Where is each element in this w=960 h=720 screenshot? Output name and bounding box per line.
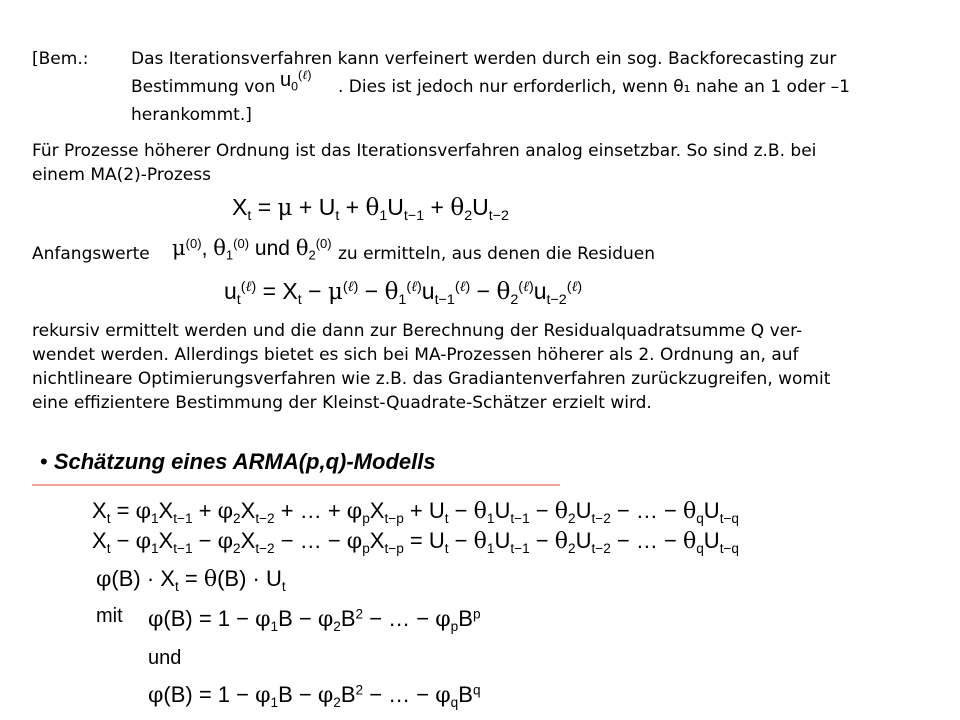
formula-ma2: $X_t = \mu + U_t + \theta_1U_{t-1} + \theta_2U_{t-2}$: [232, 194, 509, 224]
und-label: und: [148, 647, 182, 669]
section-heading-text: Schätzung eines ARMA(p,q)-Modells: [53, 449, 436, 474]
formula-arma-2: $X_t - \varphi_1X_{t-1} - \varphi_2X_{t-2}$ − … − $\varphi_pX_{t-p} = U_t - \theta_1U_{t-1} - \theta_2U_{t-2}$ − … − $\theta_qU_{t-q}$: [92, 528, 740, 556]
note-line-3: herankommt.]: [131, 105, 252, 125]
para3-line-2: wendet werden. Allerdings bietet es sich bei MA-Prozessen höherer als 2. Ordnung an, auf: [32, 345, 799, 365]
para3-line-3: nichtlineare Optimierungsverfahren wie z.B. das Gradiantenverfahren zurückzugreifen, womit: [32, 369, 831, 389]
para3-line-1: rekursiv ermittelt werden und die dann zur Berechnung der Residualquadratsumme Q ver-: [32, 321, 803, 341]
und-text: und: [254, 237, 290, 260]
formula-arma-1: $X_t = \varphi_1X_{t-1} + \varphi_2X_{t-2}$ + … + $\varphi_pX_{t-p} + U_t - \theta_1U_{t-1} - \theta_2U_{t-2}$ − … − $\theta_qU_{t-q}$: [92, 498, 740, 526]
formula-phi-poly: $\varphi(B) = 1 - \varphi_1B - \varphi_2B^2$ − … − $\varphi_pB^p$: [148, 606, 481, 634]
formula-residuals: $u_t^{(\ell)} = X_t - \mu^{(\ell)} - \theta_1^{(\ell)}u_{t-1}^{(\ell)} - \theta_2^{(\ell)}u_{t-2}^{(\ell)}$: [224, 278, 583, 308]
formula-arma-operator: $\varphi(B) \cdot X_t = \theta(B) \cdot U_t$: [96, 566, 286, 594]
note-label: [Bem.:: [32, 49, 89, 69]
para2-suffix: zu ermitteln, aus denen die Residuen: [338, 244, 656, 264]
note-line-2-start: Bestimmung von: [131, 77, 276, 97]
note-line-1: Das Iterationsverfahren kann verfeinert werden durch ein sog. Backforecasting zur: [131, 49, 837, 69]
bullet: •: [40, 449, 48, 474]
formula-initial-values: $\mu^{(0)}$, $\theta_1^{(0)}$ und $\theta_2^{(0)}$: [172, 235, 332, 263]
mit-label: mit: [96, 605, 123, 627]
para2-prefix: Anfangswerte: [32, 244, 150, 264]
note-line-2-end: . Dies ist jedoch nur erforderlich, wenn θ₁ nahe an 1 oder –1: [338, 77, 850, 97]
para3-line-4: eine effizientere Bestimmung der Kleinst-Quadrate-Schätzer erzielt wird.: [32, 393, 652, 413]
formula-theta-poly: $\varphi(B) = 1 - \varphi_1B - \varphi_2B^2$ − … − $\varphi_qB^q$: [148, 682, 481, 710]
section-divider: [32, 484, 560, 486]
formula-u0-ell: $u_0^{(\ell)}$: [280, 67, 312, 94]
para1-line-2: einem MA(2)-Prozess: [32, 165, 211, 185]
para1-line-1: Für Prozesse höherer Ordnung ist das Iterationsverfahren analog einsetzbar. So sind z.B. bei: [32, 141, 817, 161]
section-heading: [40, 449, 436, 475]
